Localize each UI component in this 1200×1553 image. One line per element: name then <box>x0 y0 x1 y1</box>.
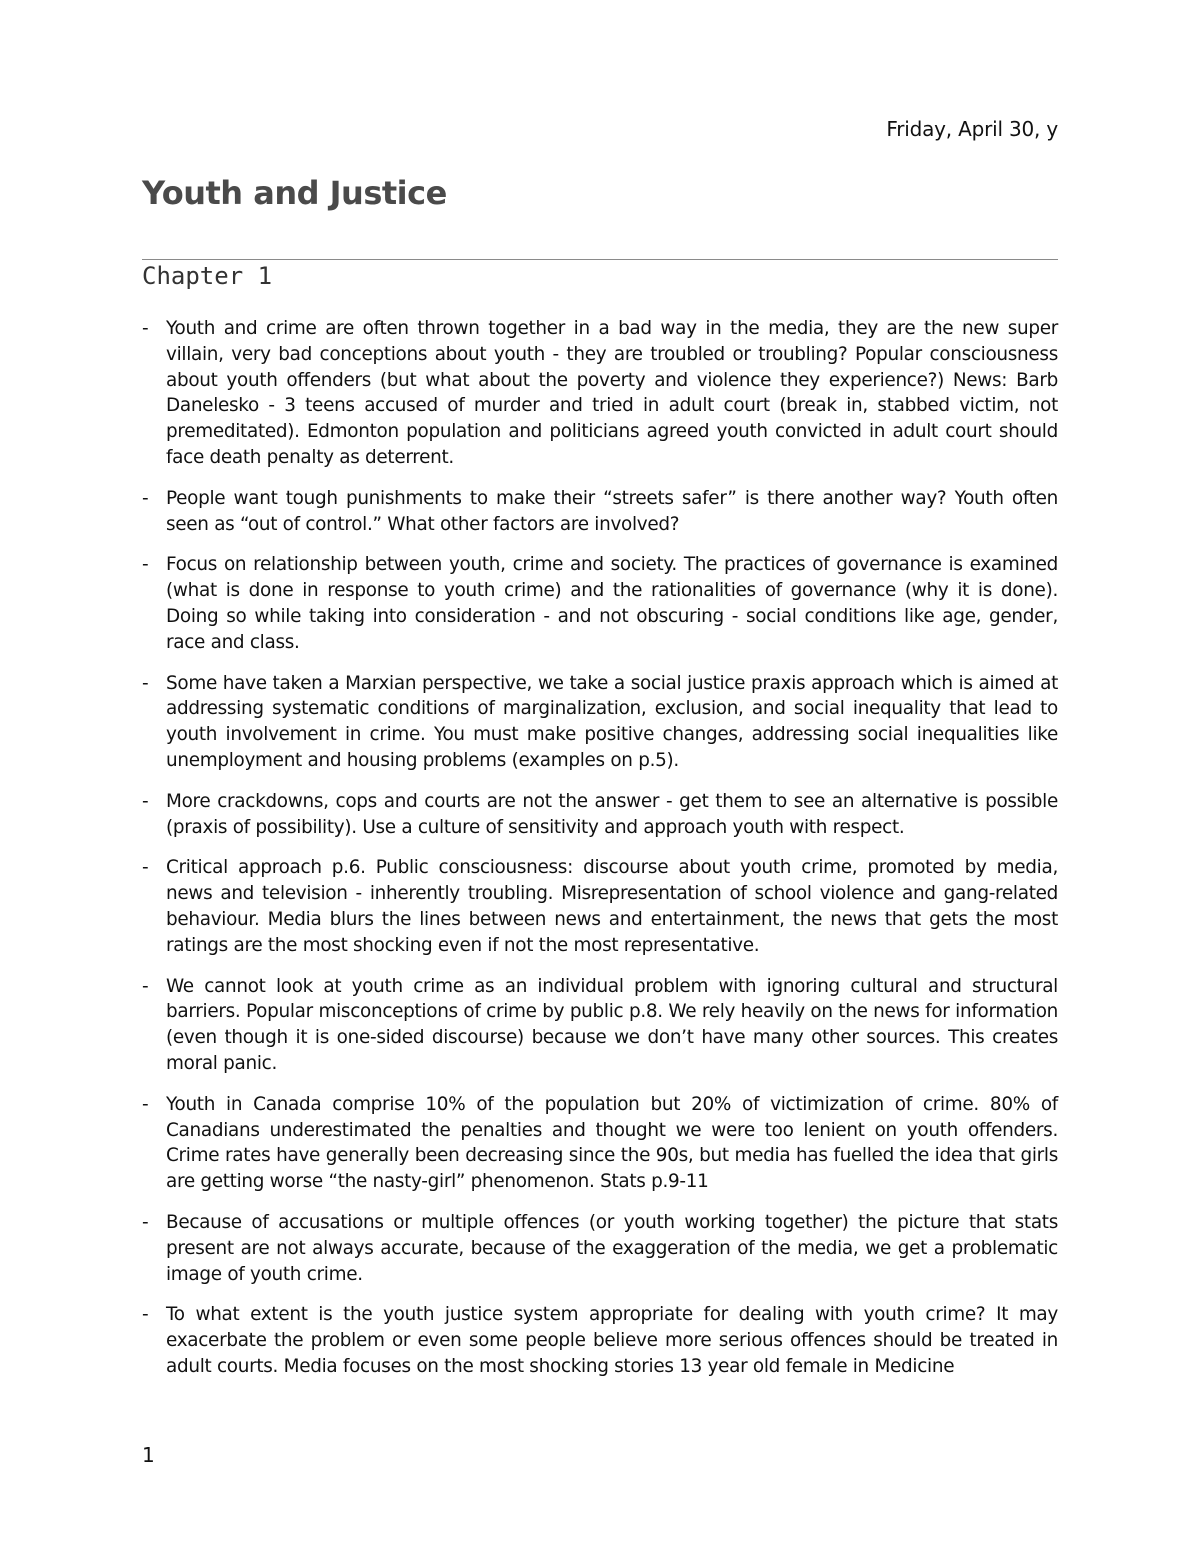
page-number: 1 <box>142 1443 155 1467</box>
note-item <box>142 486 1058 538</box>
document-title: Youth and Justice <box>142 174 447 212</box>
note-item <box>142 1302 1058 1379</box>
note-item <box>142 671 1058 774</box>
chapter-heading: Chapter 1 <box>142 262 273 290</box>
note-text: Focus on relationship between youth, crime and society. The practices of governance is examined (what is done in response to youth crime) and the rationalities of governance (why it is done). Doing so while taking into consideration - and not obscuring - social conditions like age, gender, race and class. <box>166 554 1058 653</box>
note-item <box>142 789 1058 841</box>
bullet-marker: - <box>142 1093 149 1115</box>
note-item <box>142 1092 1058 1195</box>
bullet-marker: - <box>142 672 149 694</box>
note-text: Youth and crime are often thrown together in a bad way in the media, they are the new super villain, very bad conceptions about youth - they are troubled or troubling? Popular consciousness about youth offenders (but what about the poverty and violence they experience?) News: Barb Danelesko - 3 teens accused of murder and tried in adult court (break in, stabbed victim, not premeditated). Edmonton population and politicians agreed youth convicted in adult court should face death penalty as deterrent. <box>166 318 1058 468</box>
bullet-marker: - <box>142 857 149 879</box>
title-divider <box>142 259 1058 260</box>
bullet-marker: - <box>142 975 149 997</box>
note-item <box>142 316 1058 471</box>
bullet-marker: - <box>142 790 149 812</box>
note-item <box>142 1210 1058 1287</box>
bullet-marker: - <box>142 318 149 339</box>
note-text: We cannot look at youth crime as an individual problem with ignoring cultural and structural barriers. Popular misconceptions of crime by public p.8. We rely heavily on the news for information (even though it is one-sided discourse) because we don’t have many other sources. This creates moral panic. <box>166 975 1058 1074</box>
note-text: Because of accusations or multiple offences (or youth working together) the picture that stats present are not always accurate, because of the exaggeration of the media, we get a problematic image of youth crime. <box>166 1211 1058 1285</box>
note-text: Youth in Canada comprise 10% of the population but 20% of victimization of crime. 80% of Canadians underestimated the penalties and thought we were too lenient on youth offenders. Crime rates have generally been decreasing since the 90s, but media has fuelled the idea that girls are getting worse “the nasty-girl” phenomenon. Stats p.9-11 <box>166 1093 1058 1193</box>
note-text: More crackdowns, cops and courts are not the answer - get them to see an alternative is possible (praxis of possibility). Use a culture of sensitivity and approach youth with respect. <box>166 790 1058 838</box>
bullet-marker: - <box>142 1211 149 1233</box>
bullet-marker: - <box>142 1304 149 1326</box>
document-date: Friday, April 30, y <box>886 117 1058 141</box>
note-item <box>142 974 1058 1077</box>
note-text: Critical approach p.6. Public consciousness: discourse about youth crime, promoted by media, news and television - inherently troubling. Misrepresentation of school violence and gang-related behaviour. Media blurs the lines between news and entertainment, the news that gets the most ratings are the most shocking even if not the most representative. <box>166 857 1058 956</box>
note-item <box>142 552 1058 655</box>
note-text: To what extent is the youth justice system appropriate for dealing with youth crime? It may exacerbate the problem or even some people believe more serious offences should be treated in adult courts. Media focuses on the most shocking stories 13 year old female in Medicine <box>166 1304 1058 1377</box>
note-item <box>142 855 1058 958</box>
bullet-marker: - <box>142 554 149 576</box>
note-text: Some have taken a Marxian perspective, we take a social justice praxis approach which is aimed at addressing systematic conditions of marginalization, exclusion, and social inequality that lead to youth involvement in crime. You must make positive changes, addressing social inequalities like unemployment and housing problems (examples on p.5). <box>166 672 1058 771</box>
bullet-marker: - <box>142 487 149 509</box>
note-text: People want tough punishments to make their “streets safer” is there another way? Youth often seen as “out of control.” What other factors are involved? <box>166 487 1058 535</box>
notes-list <box>142 316 1058 1395</box>
